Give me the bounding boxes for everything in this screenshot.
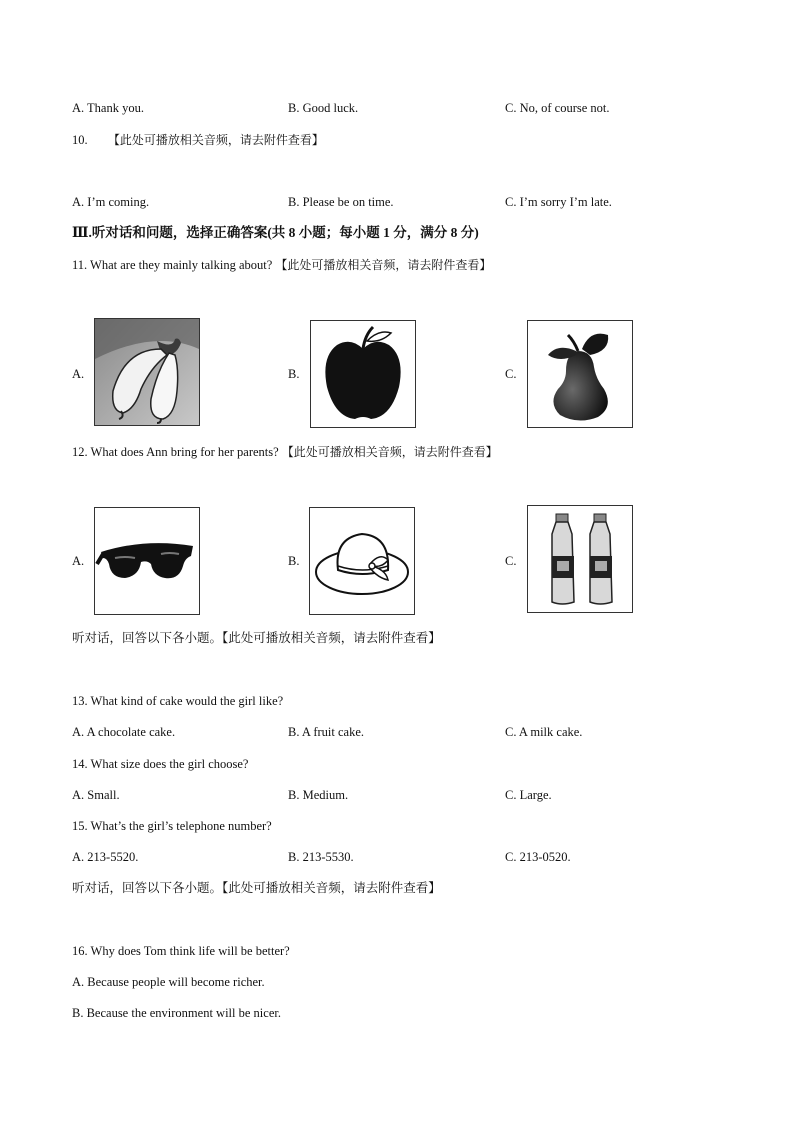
q11-picture-b — [310, 320, 416, 428]
q9-option-a: A. Thank you. — [72, 101, 144, 115]
q12-picture-a — [94, 507, 200, 615]
dialog1-instruction: 听对话，回答以下各小题。【此处可播放相关音频，请去附件查看】 — [72, 630, 441, 645]
q11-label-c: C. — [505, 367, 517, 381]
q14-option-c: C. Large. — [505, 788, 552, 802]
q10-audio-note: 【此处可播放相关音频，请去附件查看】 — [107, 133, 324, 147]
q11-question: 11. What are they mainly talking about? — [72, 258, 273, 272]
q10-line — [72, 132, 324, 148]
q10-option-a: A. I’m coming. — [72, 195, 150, 209]
q10-number: 10. — [72, 133, 88, 147]
q12-label-b: B. — [288, 554, 300, 568]
q13-option-c: C. A milk cake. — [505, 725, 583, 739]
apple-icon — [311, 321, 415, 427]
q9-option-b: B. Good luck. — [288, 101, 359, 115]
sunglasses-icon — [95, 508, 199, 614]
q11-picture-a — [94, 318, 200, 426]
q13-option-a: A. A chocolate cake. — [72, 725, 176, 739]
q12-picture-b — [309, 507, 415, 615]
q12-label-c: C. — [505, 554, 517, 568]
water-bottles-icon — [528, 506, 632, 612]
q15-question: 15. What’s the girl’s telephone number? — [72, 819, 272, 833]
q10-option-b: B. Please be on time. — [288, 195, 394, 209]
q13-option-b: B. A fruit cake. — [288, 725, 365, 739]
q12-question: 12. What does Ann bring for her parents? — [72, 445, 279, 459]
section3-heading: Ⅲ.听对话和问题，选择正确答案(共 8 小题；每小题 1 分，满分 8 分) — [72, 225, 479, 240]
q16-option-a: A. Because people will become richer. — [72, 975, 265, 989]
q10-option-c: C. I’m sorry I’m late. — [505, 195, 612, 209]
q16-question: 16. Why does Tom think life will be better? — [72, 944, 290, 958]
q13-question: 13. What kind of cake would the girl like? — [72, 694, 284, 708]
q12-picture-c — [527, 505, 633, 613]
q16-option-b: B. Because the environment will be nicer. — [72, 1006, 281, 1020]
hat-icon — [310, 508, 414, 614]
pear-icon — [528, 321, 632, 427]
q11-line — [72, 257, 491, 273]
q11-audio-note: 【此处可播放相关音频，请去附件查看】 — [275, 258, 492, 272]
dialog2-instruction: 听对话，回答以下各小题。【此处可播放相关音频，请去附件查看】 — [72, 880, 441, 895]
q12-line — [72, 444, 498, 460]
q14-option-b: B. Medium. — [288, 788, 349, 802]
q11-picture-c — [527, 320, 633, 428]
q15-option-a: A. 213-5520. — [72, 850, 139, 864]
q11-label-a: A. — [72, 367, 85, 381]
q14-option-a: A. Small. — [72, 788, 120, 802]
bananas-icon — [95, 319, 199, 425]
q11-label-b: B. — [288, 367, 300, 381]
q15-option-c: C. 213-0520. — [505, 850, 571, 864]
q12-audio-note: 【此处可播放相关音频，请去附件查看】 — [281, 445, 498, 459]
q9-option-c: C. No, of course not. — [505, 101, 610, 115]
q14-question: 14. What size does the girl choose? — [72, 757, 249, 771]
q15-option-b: B. 213-5530. — [288, 850, 354, 864]
q12-label-a: A. — [72, 554, 85, 568]
